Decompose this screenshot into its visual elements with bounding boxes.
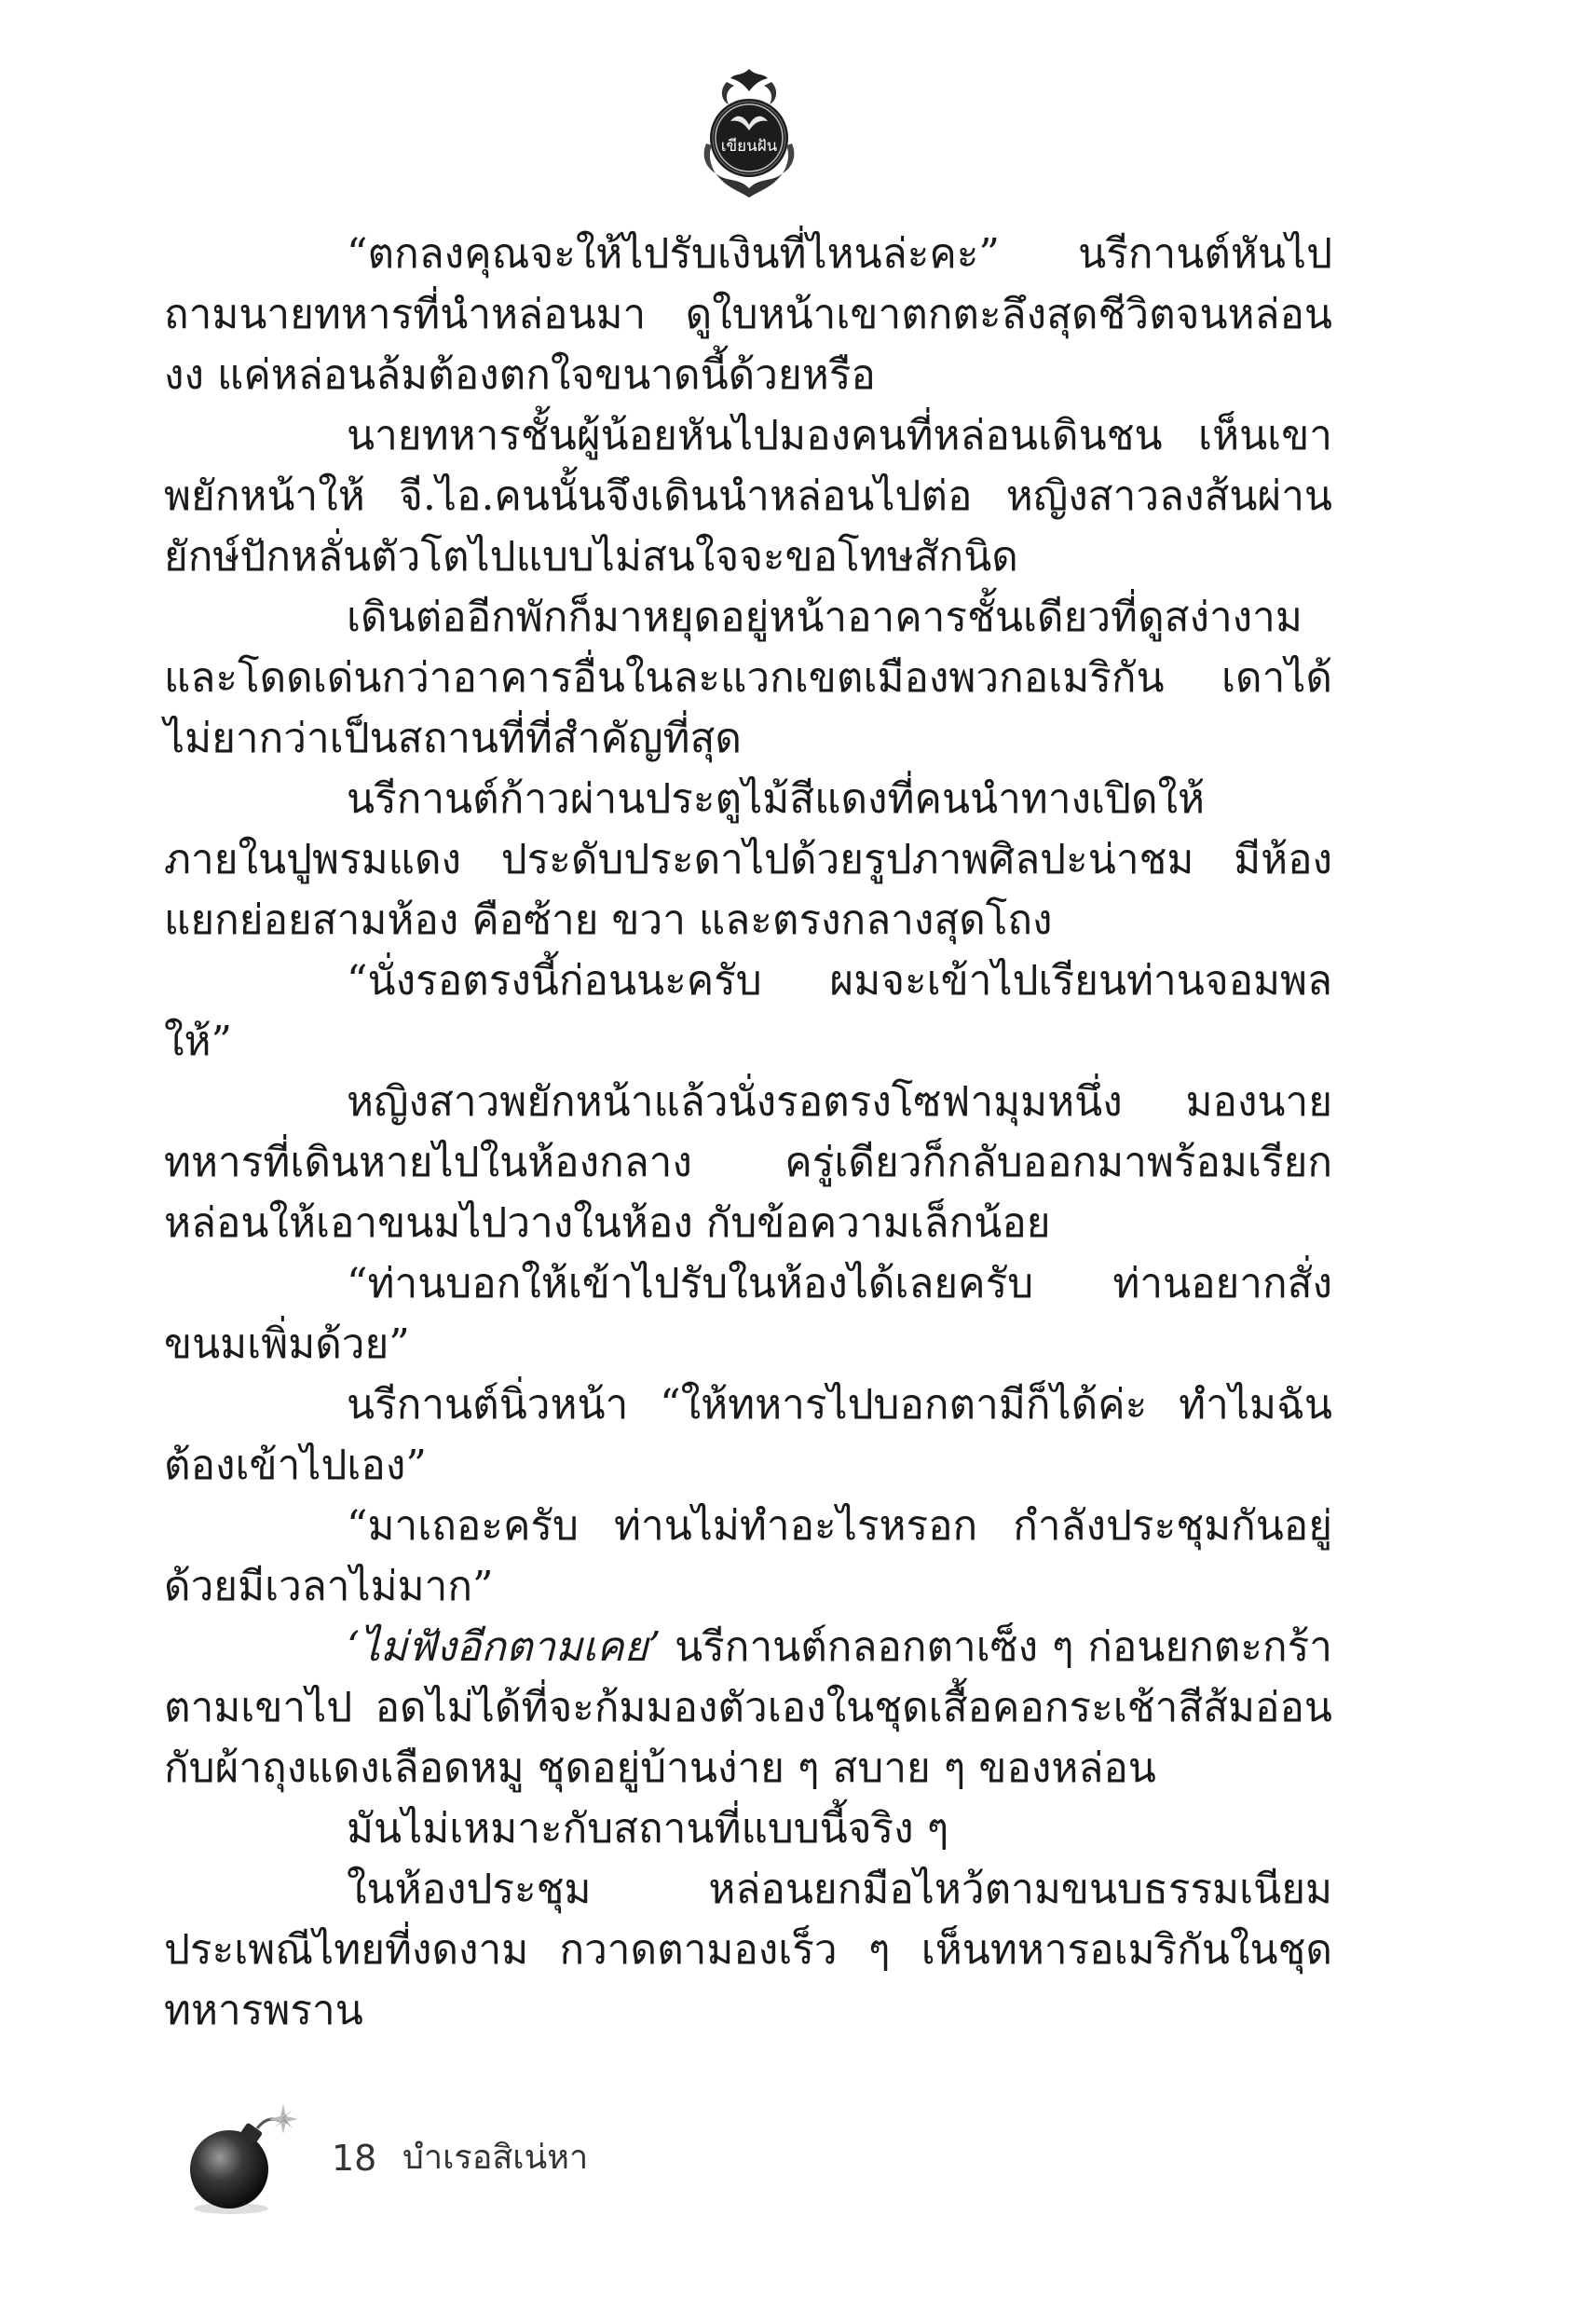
paragraph: “ท่านบอกให้เข้าไปรับในห้องได้เลยครับ ท่านอยากสั่งขนมเพิ่มด้วย” <box>164 1260 1332 1368</box>
paragraph: หญิงสาวพยักหน้าแล้วนั่งรอตรงโซฟามุมหนึ่ง มองนายทหารที่เดินหายไปในห้องกลาง ครู่เดียวก็กลับออกมาพร้อมเรียกหล่อนให้เอาขนมไปวางในห้อง กับข้อความเล็กน้อย <box>164 1078 1332 1247</box>
paragraph: นายทหารชั้นผู้น้อยหันไปมองคนที่หล่อนเดินชน เห็นเขาพยักหน้าให้ จี.ไอ.คนนั้นจึงเดินนำหล่อนไปต่อ หญิงสาวลงส้นผ่านยักษ์ปักหลั่นตัวโตไปแบบไม่สนใจจะขอโทษสักนิด <box>164 412 1332 581</box>
paragraph: “ตกลงคุณจะให้ไปรับเงินที่ไหนล่ะคะ” นรีกานต์หันไปถามนายทหารที่นำหล่อนมา ดูใบหน้าเขาตกตะลึงสุดชีวิตจนหล่อนงง แค่หล่อนล้มต้องตกใจขนาดนี้ด้วยหรือ <box>164 230 1332 399</box>
emblem-label: เขียนฝัน <box>720 137 778 156</box>
page-number: 18 <box>332 2138 377 2179</box>
paragraph <box>164 1617 1332 1798</box>
book-title: บำเรอสิเน่หา <box>402 2139 589 2177</box>
paragraph: นรีกานต์นิ่วหน้า “ให้ทหารไปบอกตามีก็ได้ค่ะ ทำไมฉันต้องเข้าไปเอง” <box>164 1381 1332 1489</box>
publisher-emblem-icon <box>693 63 805 201</box>
page-footer <box>183 2104 667 2216</box>
bomb-icon <box>183 2104 322 2216</box>
paragraph: นรีกานต์ก้าวผ่านประตูไม้สีแดงที่คนนำทางเปิดให้ ภายในปูพรมแดง ประดับประดาไปด้วยรูปภาพศิลปะน่าชม มีห้องแยกย่อยสามห้อง คือซ้าย ขวา และตรงกลางสุดโถง <box>164 775 1332 944</box>
paragraph: ในห้องประชุม หล่อนยกมือไหว้ตามขนบธรรมเนียมประเพณีไทยที่งดงาม กวาดตามองเร็ว ๆ เห็นทหารอเมริกันในชุดทหารพราน <box>164 1866 1332 2034</box>
paragraph: “มาเถอะครับ ท่านไม่ทำอะไรหรอก กำลังประชุมกันอยู่ด้วยมีเวลาไม่มาก” <box>164 1502 1332 1610</box>
paragraph: “นั่งรอตรงนี้ก่อนนะครับ ผมจะเข้าไปเรียนท่านจอมพลให้” <box>164 957 1332 1065</box>
paragraph: เดินต่ออีกพักก็มาหยุดอยู่หน้าอาคารชั้นเดียวที่ดูสง่างามและโดดเด่นกว่าอาคารอื่นในละแวกเขตเมืองพวกอเมริกัน เดาได้ไม่ยากว่าเป็นสถานที่ที่สำคัญที่สุด <box>164 594 1332 762</box>
italic-thought: ‘ไม่ฟังอีกตามเคย’ <box>347 1623 662 1671</box>
story-text <box>164 224 1332 2041</box>
paragraph-text: นรีกานต์กลอกตาเซ็ง ๆ ก่อนยกตะกร้าตามเขาไป อดไม่ได้ที่จะก้มมองตัวเองในชุดเสื้อคอกระเช้าสีส้มอ่อนกับผ้าถุงแดงเลือดหมู ชุดอยู่บ้านง่าย ๆ สบาย ๆ ของหล่อน <box>164 1623 1332 1792</box>
paragraph: มันไม่เหมาะกับสถานที่แบบนี้จริง ๆ <box>347 1805 949 1853</box>
